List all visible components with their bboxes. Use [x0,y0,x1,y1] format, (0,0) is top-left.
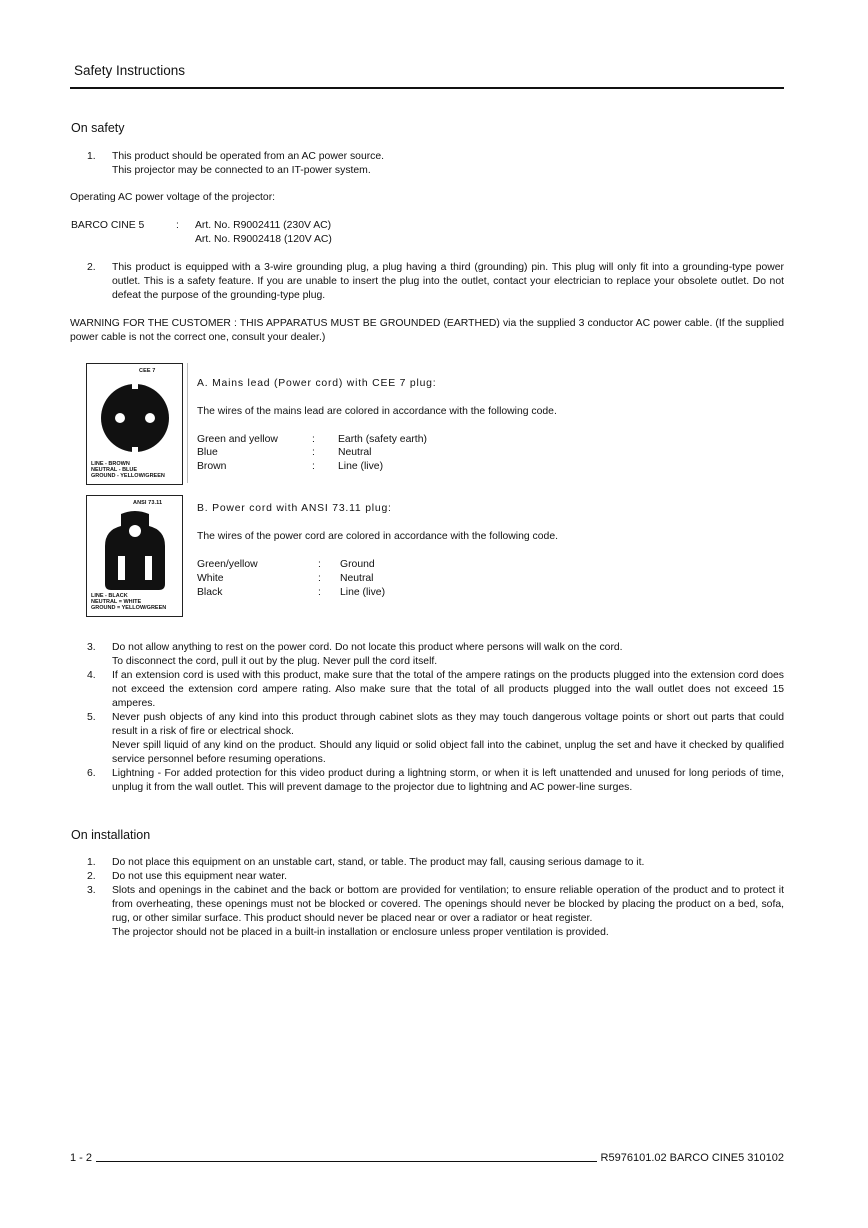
plug-b-intro: The wires of the power cord are colored in accordance with the following code. [197,531,558,542]
ansi-plug-figure [86,495,183,617]
wire-meaning: Line (live) [338,461,384,472]
safety-item-1-line1: This product should be operated from an AC power source. [112,151,385,162]
wire-color: Black [197,587,223,598]
wire-color: Green/yellow [197,559,258,570]
list-item [70,669,784,711]
safety-items-3-6 [70,641,784,795]
list-number: 4. [87,670,96,681]
list-number: 6. [87,768,96,779]
footer-doc-id: R5976101.02 BARCO CINE5 310102 [600,1152,784,1164]
safety-item-1 [70,150,784,178]
list-item [70,856,784,870]
list-item-text2: The projector should not be placed in a built-in installation or enclosure unless proper ventilation is provided. [112,927,609,938]
wire-meaning: Ground [340,559,375,570]
list-number: 2. [87,871,96,882]
plug-a-title: A. Mains lead (Power cord) with CEE 7 plug: [197,378,437,389]
list-item-text: Never push objects of any kind into this product through cabinet slots as they may touch dangerous voltage points or short out parts that could result in a risk of fire or electrical shock. [112,712,784,737]
figure-divider [187,363,188,483]
list-item-text: Do not place this equipment on an unstable cart, stand, or table. The product may fall, causing serious damage to it. [112,857,645,868]
page-header-title: Safety Instructions [74,63,186,78]
model-colon: : [176,220,179,231]
wire-meaning: Earth (safety earth) [338,434,427,445]
figure-legend-line3: GROUND = YELLOW/GREEN [91,605,167,611]
safety-item-1-line2: This projector may be connected to an IT-power system. [112,165,371,176]
list-number: 2. [87,262,96,273]
list-item-text: If an extension cord is used with this product, make sure that the total of the ampere ratings on the products plugged into the extension cord does not exceed the extension cord ampere rating. Also make sure that the total of all products plugged into the wall outlet does not exceed 15 amperes. [112,670,784,709]
installation-items [70,856,784,940]
on-installation-heading: On installation [71,828,151,842]
list-number: 5. [87,712,96,723]
cee7-plug-figure [86,363,183,485]
plug-b-title: B. Power cord with ANSI 73.11 plug: [197,503,392,514]
plug-a-intro: The wires of the mains lead are colored in accordance with the following code. [197,406,557,417]
list-number: 1. [87,151,96,162]
list-item [70,711,784,767]
safety-item-2 [70,261,784,303]
figure-legend-line3: GROUND - YELLOW/GREEN [91,473,165,479]
list-item-text: Do not use this equipment near water. [112,871,288,882]
wire-meaning: Neutral [340,573,374,584]
header-rule [70,87,784,89]
list-item-text: Lightning - For added protection for this video product during a lightning storm, or when it is left unattended and unused for long periods of time, unplug it from the wall outlet. This will prevent damage to the projector due to lightning and AC power-line surges. [112,768,784,793]
wire-meaning: Neutral [338,447,372,458]
ansi-plug-icon [99,510,171,592]
wire-color: Brown [197,461,227,472]
list-item-text2: Never spill liquid of any kind on the product. Should any liquid or solid object fall into the cabinet, unplug the set and have it checked by qualified service personnel before resuming operations. [112,740,784,765]
on-safety-heading: On safety [71,121,125,135]
wire-sep: : [312,461,315,472]
list-number: 3. [87,885,96,896]
wire-color: White [197,573,224,584]
list-item [70,870,784,884]
figure-caption: CEE 7 [139,368,156,374]
wire-sep: : [312,434,315,445]
figure-legend-line2: NEUTRAL = WHITE [91,599,142,605]
list-number: 1. [87,857,96,868]
figure-legend-line1: LINE - BROWN [91,461,130,467]
cee7-plug-icon [95,378,175,458]
list-item [70,767,784,795]
wire-meaning: Line (live) [340,587,386,598]
wire-color: Blue [197,447,218,458]
figure-legend-line1: LINE - BLACK [91,593,128,599]
model-name: BARCO CINE 5 [71,220,145,231]
page-footer [70,1151,784,1165]
warning-text: WARNING FOR THE CUSTOMER : THIS APPARATUS MUST BE GROUNDED (EARTHED) via the supplied 3 conductor AC power cable. (If the supplied power cable is not the correct one, consult your dealer.) [70,318,784,343]
wire-sep: : [318,587,321,598]
list-item-text: Do not allow anything to rest on the power cord. Do not locate this product where persons will walk on the cord. [112,642,623,653]
wire-sep: : [318,573,321,584]
figure-caption: ANSI 73.11 [133,500,163,506]
list-item-text2: To disconnect the cord, pull it out by the plug. Never pull the cord itself. [112,656,438,667]
art-number-230v: Art. No. R9002411 (230V AC) [195,220,332,231]
footer-rule [96,1151,597,1162]
wire-sep: : [318,559,321,570]
art-number-120v: Art. No. R9002418 (120V AC) [195,234,332,245]
list-item [70,884,784,940]
voltage-intro: Operating AC power voltage of the projector: [70,192,276,203]
figure-legend-line2: NEUTRAL - BLUE [91,467,138,473]
list-item-text: Slots and openings in the cabinet and the back or bottom are provided for ventilation; to ensure reliable operation of the product and to protect it from overheating, these openings must not be blocked or covered. The openings should never be blocked by placing the product on a bed, sofa, rug, or other similar surface. This product should never be placed near or over a radiator or heat register. [112,885,784,924]
wire-sep: : [312,447,315,458]
list-number: 3. [87,642,96,653]
safety-item-2-text: This product is equipped with a 3-wire grounding plug, a plug having a third (grounding) pin. This plug will only fit into a grounding-type power outlet. This is a safety feature. If you are unable to insert the plug into the outlet, contact your electrician to replace your obsolete outlet. Do not defeat the purpose of the grounding-type plug. [112,262,784,301]
list-item [70,641,784,669]
wire-color: Green and yellow [197,434,278,445]
footer-page-number: 1 - 2 [70,1152,93,1164]
